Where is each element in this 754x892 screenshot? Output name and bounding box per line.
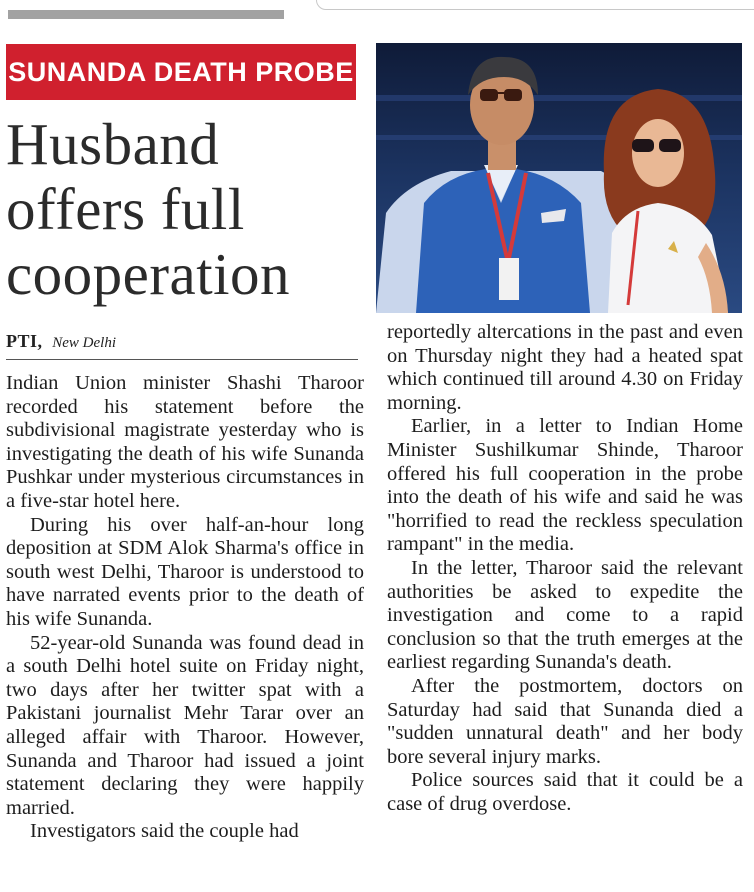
paragraph: Police sources said that it could be a case of drug overdose. — [387, 769, 743, 815]
photo-illustration — [376, 43, 742, 313]
headline-line-3: cooperation — [6, 241, 290, 307]
byline — [6, 331, 358, 360]
headline-line-2: offers full — [6, 176, 245, 242]
paragraph: 52-year-old Sunanda was found dead in a south Delhi hotel suite on Friday night, two days after her twitter spat with a Pakistani journalist Mehr Tarar over an alleged affair with Tharoor. However, Sunanda and Tharoor had issued a joint statement declaring they were happily married. — [6, 631, 364, 819]
paragraph: reportedly altercations in the past and even on Thursday night they had a heated spat which continued till around 4.30 on Friday morning. — [387, 321, 743, 414]
paragraph: In the letter, Tharoor said the relevant authorities be asked to expedite the investigation and come to a rapid conclusion so that the truth emerges at the earliest regarding Sunanda's death. — [387, 556, 743, 674]
headline — [6, 112, 370, 307]
article-column-2 — [387, 321, 743, 816]
headline-line-1: Husband — [6, 111, 220, 177]
top-rule — [8, 10, 284, 19]
paragraph: During his over half-an-hour long deposition at SDM Alok Sharma's office in south west Delhi, Tharoor is understood to have narrated events prior to the death of his wife Sunanda. — [6, 513, 364, 630]
byline-place: New Delhi — [52, 335, 117, 351]
article-column-1 — [6, 372, 364, 844]
byline-agency: PTI, — [6, 331, 43, 351]
news-photo — [376, 43, 742, 313]
adjacent-article-box — [316, 0, 754, 10]
paragraph: Earlier, in a letter to Indian Home Minister Sushilkumar Shinde, Tharoor offered his full cooperation in the probe into the death of his wife and said he was "horrified to read the reckless speculation rampant" in the media. — [387, 415, 743, 556]
paragraph: Indian Union minister Shashi Tharoor recorded his statement before the subdivisional magistrate yesterday who is investigating the death of his wife Sunanda Pushkar under mysterious circumstances in a five-star hotel here. — [6, 372, 364, 512]
section-kicker: SUNANDA DEATH PROBE — [6, 44, 356, 100]
paragraph: Investigators said the couple had — [30, 820, 299, 843]
paragraph: After the postmortem, doctors on Saturday had said that Sunanda died a "sudden unnatural death" and her body bore several injury marks. — [387, 674, 743, 768]
